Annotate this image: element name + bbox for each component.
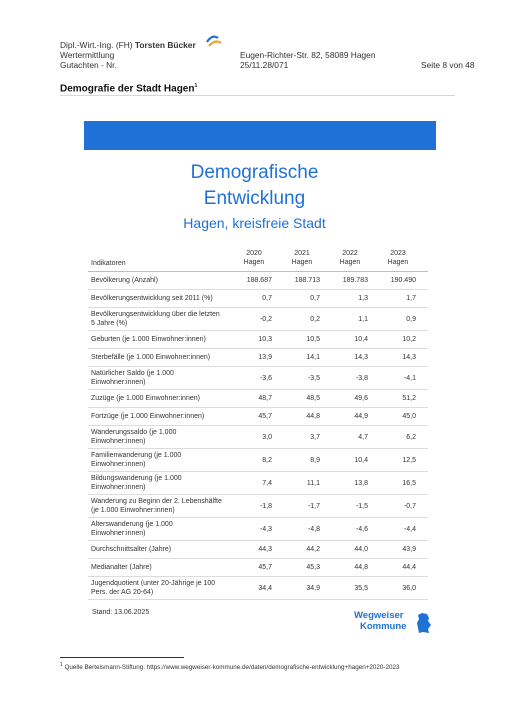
value-cell: 45,7 — [258, 564, 272, 571]
row-label — [91, 370, 174, 387]
row-label-line: Einwohner:innen) — [91, 378, 146, 386]
report-title-line2: Entwicklung — [203, 188, 306, 209]
value-cell: 14,1 — [306, 354, 320, 361]
value-cell: 3,7 — [310, 434, 320, 441]
value-cell: 44,8 — [306, 413, 320, 420]
value-cell: 44,3 — [258, 546, 272, 553]
value-cell: 10,5 — [306, 336, 320, 343]
value-cell: 48,5 — [306, 395, 320, 402]
row-label-line: (je 1.000 Einwohner:innen) — [91, 506, 175, 514]
value-cell: 34,4 — [258, 585, 272, 592]
value-cell: 189.783 — [342, 277, 368, 284]
year-label: 2021 — [294, 250, 310, 257]
row-label — [91, 413, 204, 422]
value-cell: 45,0 — [402, 413, 416, 420]
row-label-line: Pers. der AG 20-64) — [91, 588, 154, 596]
value-cell: 43,9 — [402, 546, 416, 553]
value-cell: -3,5 — [307, 375, 320, 382]
wegweiser-logo — [354, 610, 434, 636]
value-cell: 13,9 — [258, 354, 272, 361]
value-cell: 1,3 — [358, 295, 368, 302]
row-label — [91, 498, 222, 515]
footnote-number: 1 — [60, 662, 63, 668]
value-cell: 4,7 — [358, 434, 368, 441]
row-label-line: Einwohner:innen) — [91, 437, 146, 445]
table-row — [88, 541, 428, 559]
place-label: Hagen — [339, 259, 361, 266]
table-row — [88, 331, 428, 349]
value-cell: -4,6 — [355, 526, 368, 533]
table-row — [88, 518, 428, 541]
table-row — [88, 559, 428, 577]
value-cell: 0,2 — [310, 316, 320, 323]
author-prefix: Dipl.-Wirt.-Ing. (FH) — [60, 40, 133, 50]
year-label: 2020 — [246, 250, 262, 257]
value-cell: 45,3 — [306, 564, 320, 571]
author-block — [60, 40, 196, 70]
table-row — [88, 390, 428, 408]
value-cell: 14,3 — [354, 354, 368, 361]
year-header — [284, 249, 320, 267]
row-label-line: Durchschnittsalter (Jahre) — [91, 546, 172, 553]
report-subtitle: Hagen, kreisfreie Stadt — [183, 215, 326, 231]
value-cell: -4,3 — [259, 526, 272, 533]
row-label-line: Bevölkerungsentwicklung über die letzten — [91, 311, 220, 318]
footnote-text: Quelle Bertelsmann-Stiftung: https://www.wegweiser-kommune.de/daten/demografische-entwicklung+hagen+2020-2023 — [64, 664, 400, 672]
row-label-line: Bevölkerungsentwicklung seit 2011 (%) — [91, 295, 213, 302]
row-label-line: Sterbefälle (je 1.000 Einwohner:innen) — [91, 354, 211, 361]
value-cell: 48,7 — [258, 395, 272, 402]
row-label-line: Alterswanderung (je 1.000 — [91, 521, 173, 528]
value-cell: 49,6 — [354, 395, 368, 402]
value-cell: 11,1 — [306, 480, 320, 487]
value-cell: 10,3 — [258, 336, 272, 343]
brand-line2: Kommune — [360, 621, 407, 632]
row-label — [91, 429, 176, 446]
value-cell: 8,9 — [310, 457, 320, 464]
footnote — [60, 662, 400, 671]
table-header — [88, 245, 428, 272]
header-line2: Wertermittlung — [60, 50, 115, 60]
year-label: 2022 — [342, 250, 358, 257]
row-label-line: Einwohner:innen) — [91, 529, 146, 537]
report-title-line1: Demografische — [190, 162, 319, 183]
row-label — [91, 336, 206, 345]
report-banner — [84, 121, 436, 150]
table-row — [88, 577, 428, 600]
value-cell: -1,5 — [355, 503, 368, 510]
value-cell: 10,4 — [354, 336, 368, 343]
value-cell: 45,7 — [258, 413, 272, 420]
row-label-line: Zuzüge (je 1.000 Einwohner:innen) — [91, 395, 200, 402]
place-label: Hagen — [291, 259, 313, 266]
value-cell: 1,7 — [406, 295, 416, 302]
author-logo-icon — [204, 30, 224, 50]
table-row — [88, 367, 428, 390]
year-header — [332, 249, 368, 267]
value-cell: 44,8 — [354, 564, 368, 571]
row-label — [91, 311, 220, 328]
value-cell: -0,2 — [259, 316, 272, 323]
table-row — [88, 408, 428, 426]
row-label — [91, 580, 215, 597]
table-row — [88, 449, 428, 472]
row-label — [91, 395, 200, 404]
row-label — [91, 475, 182, 492]
table-row — [88, 495, 428, 518]
address-block — [240, 50, 375, 70]
row-label — [91, 452, 181, 469]
footnote-rule — [60, 657, 184, 658]
row-label-line: Wanderungssaldo (je 1.000 — [91, 429, 177, 436]
row-label — [91, 564, 152, 573]
row-label-line: Natürlicher Saldo (je 1.000 — [91, 370, 174, 377]
table-row — [88, 472, 428, 495]
row-label-line: Einwohner:innen) — [91, 483, 146, 491]
value-cell: 34,9 — [306, 585, 320, 592]
year-header — [380, 249, 416, 267]
value-cell: 16,5 — [402, 480, 416, 487]
row-label — [91, 277, 158, 286]
value-cell: -4,1 — [403, 375, 416, 382]
value-cell: 8,2 — [262, 457, 272, 464]
date-code: 25/11.28/071 — [240, 60, 289, 70]
value-cell: 10,2 — [402, 336, 416, 343]
value-cell: 13,8 — [354, 480, 368, 487]
section-title: Demografie der Stadt Hagen$^1$ — [60, 83, 198, 95]
year-header — [236, 249, 272, 267]
germany-map-icon — [416, 612, 432, 634]
value-cell: -1,7 — [307, 503, 320, 510]
value-cell: 44,9 — [354, 413, 368, 420]
value-cell: 51,2 — [402, 395, 416, 402]
value-cell: -4,8 — [307, 526, 320, 533]
brand-line1: Wegweiser — [354, 610, 404, 621]
row-label — [91, 354, 210, 363]
value-cell: 3,0 — [262, 434, 272, 441]
value-cell: -3,6 — [259, 375, 272, 382]
row-label-line: Wanderung zu Beginn der 2. Lebenshälfte — [91, 498, 222, 505]
place-label: Hagen — [243, 259, 265, 266]
value-cell: 44,0 — [354, 546, 368, 553]
footnote-ref: 1 — [194, 83, 198, 89]
value-cell: 6,2 — [406, 434, 416, 441]
table-row — [88, 349, 428, 367]
table-row — [88, 272, 428, 290]
table-row — [88, 308, 428, 331]
value-cell: 0,9 — [406, 316, 416, 323]
row-label-line: 5 Jahre (%) — [91, 319, 128, 327]
value-cell: 10,4 — [354, 457, 368, 464]
table-row — [88, 426, 428, 449]
value-cell: 14,3 — [402, 354, 416, 361]
value-cell: 35,5 — [354, 585, 368, 592]
row-label-line: Geburten (je 1.000 Einwohner:innen) — [91, 336, 206, 343]
row-label-line: Familienwanderung (je 1.000 — [91, 452, 182, 459]
table-row — [88, 290, 428, 308]
author-name: Torsten Bücker — [134, 40, 196, 50]
value-cell: 0,7 — [262, 295, 272, 302]
stand-date: Stand: 13.06.2025 — [92, 609, 150, 616]
row-label-line: Einwohner:innen) — [91, 460, 146, 468]
value-cell: 190.490 — [390, 277, 416, 284]
place-label: Hagen — [387, 259, 409, 266]
year-label: 2023 — [390, 250, 406, 257]
value-cell: -3,8 — [355, 375, 368, 382]
indicator-table — [88, 245, 428, 600]
value-cell: -4,4 — [403, 526, 416, 533]
row-label — [91, 295, 213, 304]
value-cell: 36,0 — [402, 585, 416, 592]
value-cell: 12,5 — [402, 457, 416, 464]
indicator-header: Indikatoren — [91, 260, 126, 267]
value-cell: 7,4 — [262, 480, 272, 487]
value-cell: 44,4 — [402, 564, 416, 571]
row-label — [91, 546, 171, 555]
value-cell: 44,2 — [306, 546, 320, 553]
header-rule — [60, 95, 455, 96]
value-cell: 188.713 — [294, 277, 320, 284]
row-label-line: Fortzüge (je 1.000 Einwohner:innen) — [91, 413, 205, 420]
value-cell: -1,8 — [259, 503, 272, 510]
value-cell: 0,7 — [310, 295, 320, 302]
row-label-line: Bevölkerung (Anzahl) — [91, 277, 158, 284]
row-label-line: Medianalter (Jahre) — [91, 564, 152, 571]
row-label — [91, 521, 173, 538]
row-label-line: Bildungswanderung (je 1.000 — [91, 475, 182, 482]
value-cell: 1,1 — [358, 316, 368, 323]
page-number: Seite 8 von 48 — [421, 60, 475, 70]
value-cell: -0,7 — [403, 503, 416, 510]
value-cell: 188.687 — [246, 277, 272, 284]
header-line3: Gutachten - Nr. — [60, 60, 117, 70]
address: Eugen-Richter-Str. 82, 58089 Hagen — [240, 50, 376, 60]
row-label-line: Jugendquotient (unter 20-Jährige je 100 — [91, 580, 216, 587]
